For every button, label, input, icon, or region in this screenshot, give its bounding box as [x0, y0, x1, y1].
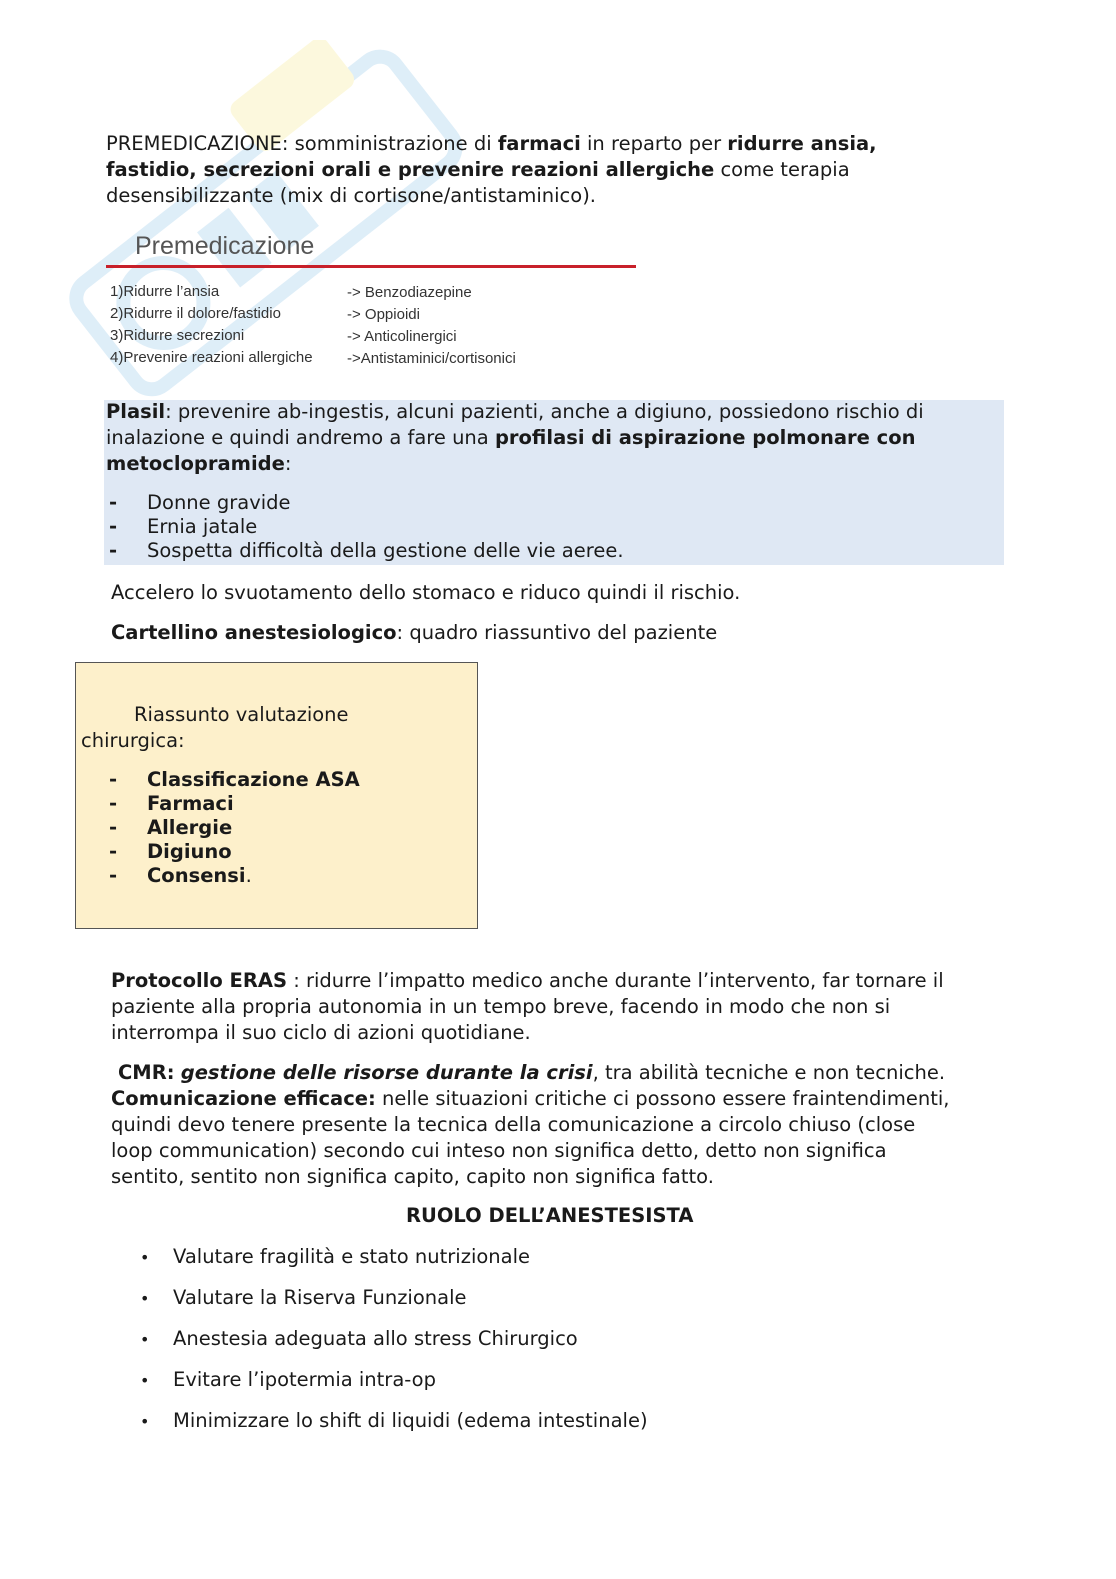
list-item: - Consensi. — [109, 864, 252, 887]
slide-right-column — [347, 282, 516, 370]
list-item: • Valutare la Riserva Funzionale — [140, 1286, 467, 1309]
slide-row-right: -> Benzodiazepine — [347, 284, 472, 301]
list-item: • Minimizzare lo shift di liquidi (edema intestinale) — [140, 1409, 648, 1432]
eras-paragraph: Protocollo ERAS : ridurre l’impatto medico anche durante l’intervento, far tornare il paziente alla propria autonomia in un tempo breve, facendo in modo che non si interrompa il suo ciclo di azioni quotidiane. — [111, 969, 944, 1044]
premedicazione-label: PREMEDICAZIONE — [106, 132, 282, 155]
list-item: • Anestesia adeguata allo stress Chirurgico — [140, 1327, 578, 1350]
list-item: • Valutare fragilità e stato nutrizionale — [140, 1245, 531, 1268]
plasil-label: Plasil — [106, 400, 166, 423]
slide-left-column — [110, 281, 313, 369]
slide-row-right: -> Oppioidi — [347, 306, 420, 323]
ruolo-heading: RUOLO DELL’ANESTESISTA — [406, 1204, 694, 1227]
list-item: - Sospetta difficoltà della gestione delle vie aeree. — [109, 539, 624, 562]
slide-divider — [106, 265, 636, 268]
list-item: - Ernia jatale — [109, 515, 258, 538]
plasil-paragraph: Plasil: prevenire ab-ingestis, alcuni pazienti, anche a digiuno, possiedono rischio di inalazione e quindi andremo a fare una profilasi di aspirazione polmonare con metoclopramide: — [106, 400, 924, 475]
slide-row-left: 4)Prevenire reazioni allergiche — [110, 349, 313, 366]
list-item: - Farmaci — [109, 792, 234, 815]
slide-row-left: 3)Ridurre secrezioni — [110, 327, 245, 344]
list-item: - Allergie — [109, 816, 233, 839]
summary-box-list — [109, 768, 360, 888]
slide-row-right: -> Anticolinergici — [347, 328, 457, 345]
list-item: - Digiuno — [109, 840, 232, 863]
slide-row-right: ->Antistaminici/cortisonici — [347, 350, 516, 367]
cartellino-paragraph: Cartellino anestesiologico: quadro riassuntivo del paziente — [111, 621, 718, 644]
slide-row-left: 1)Ridurre l’ansia — [110, 283, 220, 300]
premedicazione-paragraph: PREMEDICAZIONE: somministrazione di farmaci in reparto per ridurre ansia, fastidio, secrezioni orali e prevenire reazioni allergiche come terapia desensibilizzante (mix di cortisone/antistaminico). — [106, 132, 877, 207]
list-item: - Donne gravide — [109, 491, 291, 514]
summary-box-heading: Riassunto valutazione chirurgica: — [81, 703, 349, 752]
ruolo-list — [140, 1244, 648, 1449]
plasil-list — [109, 491, 624, 563]
list-item: - Classificazione ASA — [109, 768, 360, 791]
cmr-paragraph: CMR: gestione delle risorse durante la crisi, tra abilità tecniche e non tecniche. Comunicazione efficace: nelle situazioni critiche ci possono essere fraintendimenti, quindi devo tenere presente la tecnica della comunicazione a circolo chiuso (close loop communication) secondo cui inteso non significa detto, detto non significa sentito, sentito non significa capito, capito non significa fatto. — [111, 1061, 950, 1188]
list-item: • Evitare l’ipotermia intra-op — [140, 1368, 436, 1391]
accelero-text: Accelero lo svuotamento dello stomaco e riduco quindi il rischio. — [111, 581, 741, 604]
slide-title: Premedicazione — [135, 232, 315, 260]
slide-row-left: 2)Ridurre il dolore/fastidio — [110, 305, 281, 322]
